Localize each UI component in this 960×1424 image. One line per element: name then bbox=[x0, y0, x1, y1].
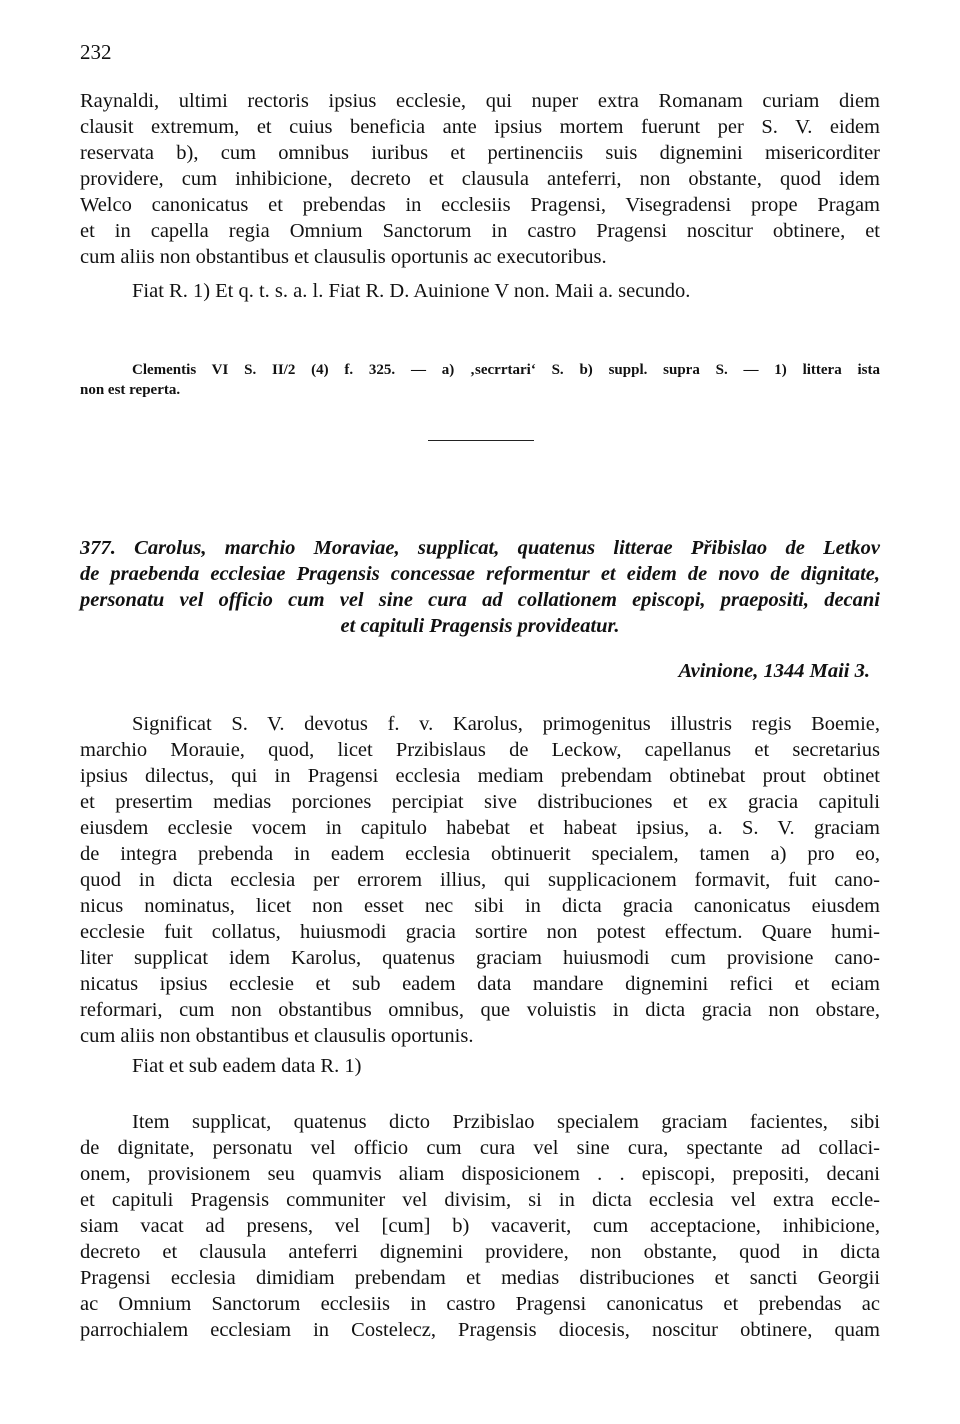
entry-heading bbox=[80, 535, 880, 639]
text-line: Significat S. V. devotus f. v. Karolus, primogenitus illustris regis Boemie, bbox=[132, 713, 880, 735]
text-line: cum aliis non obstantibus et clausulis oportunis ac executoribus. bbox=[80, 246, 607, 268]
text-line: quod in dicta ecclesia per errorem illius, qui supplicacionem formavit, fuit cano- bbox=[80, 869, 880, 891]
entry-summary-text: Carolus, marchio Moraviae, supplicat, quatenus litterae Přibislao de Letkov bbox=[134, 537, 880, 559]
text-line: providere, cum inhibicione, decreto et clausula anteferri, non obstante, quod idem bbox=[80, 168, 880, 190]
text-line: nicus nominatus, licet non esset nec sibi in dicta gracia canonicatus eiusdem bbox=[80, 895, 880, 917]
entry-number: 377. bbox=[80, 537, 116, 559]
entry-summary-line: personatu vel officio cum vel sine cura ad collationem episcopi, praepositi, decani bbox=[80, 589, 880, 611]
text-line: siam vacat ad presens, vel [cum] b) vacaverit, cum acceptacione, inhibicione, bbox=[80, 1215, 880, 1237]
text-line: de integra prebenda in eadem ecclesia obtinuerit specialem, tamen a) pro eo, bbox=[80, 843, 880, 865]
text-line: ac Omnium Sanctorum ecclesiis in castro Pragensi canonicatus et prebendas ac bbox=[80, 1293, 880, 1315]
text-line: et in capella regia Omnium Sanctorum in castro Pragensi noscitur obtinere, et bbox=[80, 220, 880, 242]
text-line: liter supplicat idem Karolus, quatenus graciam huiusmodi cum provisione cano- bbox=[80, 947, 880, 969]
text-line: ipsius dilectus, qui in Pragensi ecclesia mediam prebendam obtinebat prout obtinet bbox=[80, 765, 880, 787]
fiat-line: Fiat et sub eadem data R. 1) bbox=[132, 1055, 362, 1077]
text-line: Item supplicat, quatenus dicto Przibislao specialem graciam facientes, sibi bbox=[132, 1111, 880, 1133]
footnote-line: Clementis VI S. II/2 (4) f. 325. — a) ‚secrrtari‘ S. b) suppl. supra S. — 1) littera ista bbox=[132, 362, 880, 378]
text-line: et presertim medias porciones percipiat sive distribuciones et ex gracia capituli bbox=[80, 791, 880, 813]
text-line: nicatus ipsius ecclesie et sub eadem data mandare dignemini refici et eciam bbox=[80, 973, 880, 995]
paragraph-second-supplication bbox=[80, 1109, 880, 1343]
text-line: clausit extremum, et cuius beneficia ante ipsius mortem fuerunt per S. V. eidem bbox=[80, 116, 880, 138]
text-line: Raynaldi, ultimi rectoris ipsius ecclesie, qui nuper extra Romanam curiam diem bbox=[80, 90, 880, 112]
text-line: decreto et clausula anteferri dignemini providere, non obstante, quod in dicta bbox=[80, 1241, 880, 1263]
fiat-line: Fiat R. 1) Et q. t. s. a. l. Fiat R. D. Auinione V non. Maii a. secundo. bbox=[132, 280, 691, 302]
page-number: 232 bbox=[80, 40, 112, 64]
text-line: ecclesie fuit collatus, huiusmodi gracia sortire non potest effectum. Quare humi- bbox=[80, 921, 880, 943]
entry-summary-line: et capituli Pragensis provideatur. bbox=[340, 615, 620, 637]
paragraph-continuation bbox=[80, 88, 880, 304]
footnotes bbox=[80, 360, 880, 400]
paragraph-supplication bbox=[80, 711, 880, 1079]
text-line: eiusdem ecclesie vocem in capitulo habebat et habeat ipsius, a. S. V. graciam bbox=[80, 817, 880, 839]
section-divider bbox=[428, 440, 534, 441]
text-line: reformari, cum non obstantibus omnibus, que voluistis in dicta gracia non obstare, bbox=[80, 999, 880, 1021]
entry-summary-line bbox=[80, 535, 880, 561]
text-line: et capituli Pragensis communiter vel divisim, si in dicta ecclesia vel extra eccle- bbox=[80, 1189, 880, 1211]
text-line: reservata b), cum omnibus iuribus et pertinenciis suis dignemini misericorditer bbox=[80, 142, 880, 164]
text-line: onem, provisionem seu quamvis aliam disposicionem . . episcopi, prepositi, decani bbox=[80, 1163, 880, 1185]
text-line: Pragensi ecclesia dimidiam prebendam et medias distribuciones et sancti Georgii bbox=[80, 1267, 880, 1289]
text-line: de dignitate, personatu vel officio cum cura vel sine cura, spectante ad collaci- bbox=[80, 1137, 880, 1159]
text-line: cum aliis non obstantibus et clausulis oportunis. bbox=[80, 1025, 474, 1047]
place-date: Avinione, 1344 Maii 3. bbox=[678, 660, 870, 682]
text-line: marchio Morauie, quod, licet Przibislaus de Leckow, capellanus et secretarius bbox=[80, 739, 880, 761]
footnote-line: non est reperta. bbox=[80, 382, 181, 398]
entry-summary-line: de praebenda ecclesiae Pragensis concessae reformentur et eidem de novo de dignitate, bbox=[80, 563, 880, 585]
text-line: Welco canonicatus et prebendas in ecclesiis Pragensi, Visegradensi prope Pragam bbox=[80, 194, 880, 216]
text-line: parrochialem ecclesiam in Costelecz, Pragensis diocesis, noscitur obtinere, quam bbox=[80, 1319, 880, 1341]
